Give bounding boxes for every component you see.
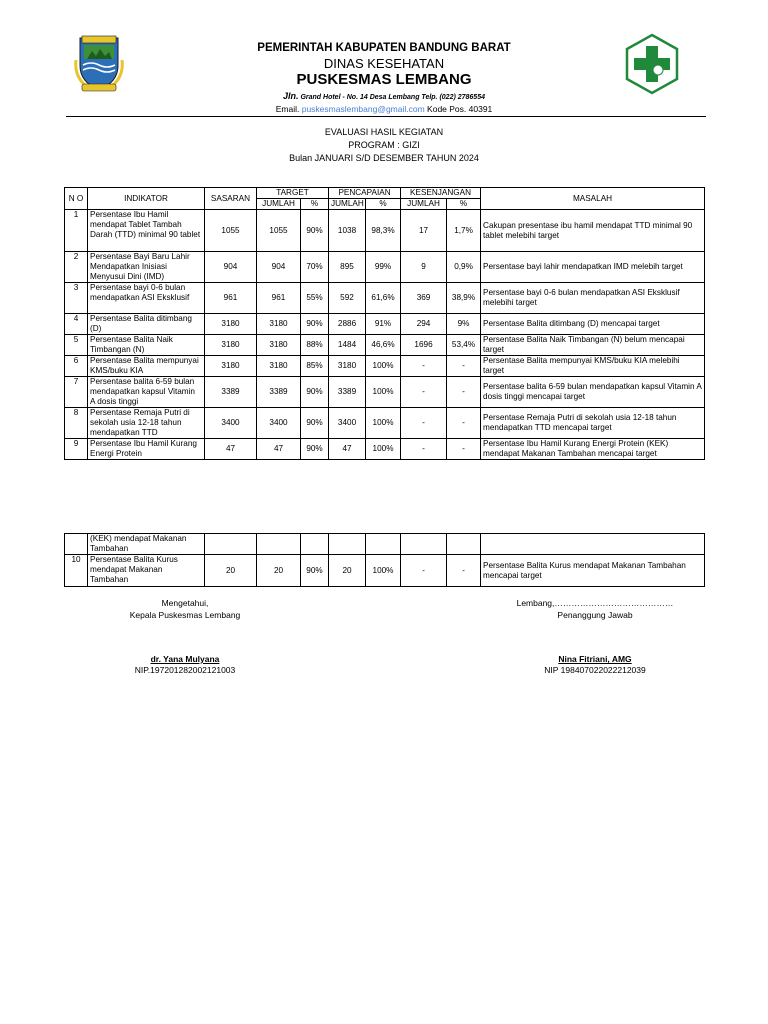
table-row bbox=[65, 555, 705, 587]
cell-t-jml: 20 bbox=[257, 555, 301, 587]
cell-no: 3 bbox=[65, 283, 88, 314]
cell-no: 8 bbox=[65, 408, 88, 439]
header-kesenjangan-jumlah: JUMLAH bbox=[401, 199, 447, 210]
cell-sasaran: 3389 bbox=[205, 377, 257, 408]
cell-sasaran: 3180 bbox=[205, 335, 257, 356]
signature-right bbox=[500, 598, 690, 675]
letterhead-agency: DINAS KESEHATAN bbox=[323, 56, 445, 71]
cell-no: 6 bbox=[65, 356, 88, 377]
cell-p-pct: 46,6% bbox=[366, 335, 401, 356]
cell-p-pct: 61,6% bbox=[366, 283, 401, 314]
cell-masalah: Persentase Balita Kurus mendapat Makanan Tambahan mencapai target bbox=[481, 555, 705, 587]
table-row bbox=[65, 534, 705, 555]
cell-p-jml: 20 bbox=[329, 555, 366, 587]
cell-t-jml: 1055 bbox=[257, 210, 301, 252]
cell-t-pct: 90% bbox=[301, 210, 329, 252]
cell-indikator: Persentase bayi 0-6 bulan mendapatkan ASI Eksklusif bbox=[88, 283, 205, 314]
cell-masalah: Persentase Remaja Putri di sekolah usia 12-18 tahun mendapatkan TTD mencapai target bbox=[481, 408, 705, 439]
cell-t-jml: 47 bbox=[257, 439, 301, 460]
signature-left bbox=[100, 598, 270, 675]
cell-k-jml: - bbox=[401, 555, 447, 587]
report-title: EVALUASI HASIL KEGIATAN bbox=[324, 127, 444, 137]
cell-t-jml: 3400 bbox=[257, 408, 301, 439]
cell-indikator: Persentase Balita ditimbang (D) bbox=[88, 314, 205, 335]
cell-k-pct: 1,7% bbox=[447, 210, 481, 252]
cell-k-jml: - bbox=[401, 408, 447, 439]
cell-no: 7 bbox=[65, 377, 88, 408]
cell-k-jml: 1696 bbox=[401, 335, 447, 356]
cell-sasaran: 961 bbox=[205, 283, 257, 314]
cell-masalah: Persentase bayi 0-6 bulan mendapatkan ASI Eksklusif melebihi target bbox=[481, 283, 705, 314]
cell-masalah: Cakupan presentase ibu hamil mendapat TTD minimal 90 tablet melebihi target bbox=[481, 210, 705, 252]
header-pencapaian-pct: % bbox=[366, 199, 401, 210]
table-row bbox=[65, 439, 705, 460]
report-program: PROGRAM : GIZI bbox=[348, 140, 420, 150]
letterhead-puskesmas: PUSKESMAS LEMBANG bbox=[296, 71, 472, 88]
header-target: TARGET bbox=[257, 188, 329, 199]
header-pencapaian: PENCAPAIAN bbox=[329, 188, 401, 199]
cell-t-pct: 90% bbox=[301, 314, 329, 335]
signature-right-nip: NIP 198407022022212039 bbox=[544, 665, 646, 675]
cell-masalah: Persentase bayi lahir mendapatkan IMD melebih target bbox=[481, 252, 705, 283]
header-kesenjangan-pct: % bbox=[447, 199, 481, 210]
cell-t-pct: 85% bbox=[301, 356, 329, 377]
cell-k-pct: - bbox=[447, 377, 481, 408]
email-link[interactable]: puskesmaslembang@gmail.com bbox=[301, 104, 425, 114]
signature-right-line1: Lembang,…………………………………… bbox=[516, 598, 674, 608]
cell-sasaran: 3400 bbox=[205, 408, 257, 439]
cell-t-jml: 961 bbox=[257, 283, 301, 314]
cell-indikator: Persentase Ibu Hamil Kurang Energi Protein bbox=[88, 439, 205, 460]
cell-p-jml: 47 bbox=[329, 439, 366, 460]
cell-t-pct: 90% bbox=[301, 377, 329, 408]
cell-k-pct: - bbox=[447, 408, 481, 439]
signature-right-title: Penanggung Jawab bbox=[557, 610, 633, 620]
cell-p-pct: 100% bbox=[366, 439, 401, 460]
cell-p-jml: 895 bbox=[329, 252, 366, 283]
cell-t-jml: 3389 bbox=[257, 377, 301, 408]
evaluation-table bbox=[64, 187, 705, 460]
cell-t-pct: 90% bbox=[301, 439, 329, 460]
cell-p-jml: 1484 bbox=[329, 335, 366, 356]
cell-no: 9 bbox=[65, 439, 88, 460]
cell-t-pct: 88% bbox=[301, 335, 329, 356]
cell-t-pct: 55% bbox=[301, 283, 329, 314]
table-row bbox=[65, 210, 705, 252]
cell-t-pct: 90% bbox=[301, 408, 329, 439]
cell-t-jml: 3180 bbox=[257, 356, 301, 377]
cell-p-pct: 91% bbox=[366, 314, 401, 335]
cell-no: 5 bbox=[65, 335, 88, 356]
cell-p-jml: 1038 bbox=[329, 210, 366, 252]
cell-p-jml: 3400 bbox=[329, 408, 366, 439]
cell-sasaran: 3180 bbox=[205, 314, 257, 335]
cell-sasaran: 3180 bbox=[205, 356, 257, 377]
table-row bbox=[65, 335, 705, 356]
letterhead-government: PEMERINTAH KABUPATEN BANDUNG BARAT bbox=[257, 42, 511, 54]
cell-k-jml: 369 bbox=[401, 283, 447, 314]
header-masalah: MASALAH bbox=[481, 188, 705, 210]
signature-right-name: Nina Fitriani, AMG bbox=[558, 654, 632, 664]
cell-no: 2 bbox=[65, 252, 88, 283]
table-row bbox=[65, 314, 705, 335]
report-period: Bulan JANUARI S/D DESEMBER TAHUN 2024 bbox=[289, 153, 479, 163]
cell-k-pct: - bbox=[447, 439, 481, 460]
cell-k-pct: 9% bbox=[447, 314, 481, 335]
header-indikator: INDIKATOR bbox=[88, 188, 205, 210]
signature-left-title: Kepala Puskesmas Lembang bbox=[129, 610, 241, 620]
letterhead-divider bbox=[66, 116, 706, 117]
cell-k-pct: 53,4% bbox=[447, 335, 481, 356]
header-sasaran: SASARAN bbox=[205, 188, 257, 210]
cell-indikator: Persentase Balita Naik Timbangan (N) bbox=[88, 335, 205, 356]
cell-sasaran: 904 bbox=[205, 252, 257, 283]
cell-p-jml: 3180 bbox=[329, 356, 366, 377]
cell-t-jml: 3180 bbox=[257, 335, 301, 356]
table-row bbox=[65, 377, 705, 408]
cell-t-jml: 904 bbox=[257, 252, 301, 283]
cell-masalah: Persentase balita 6-59 bulan mendapatkan kapsul Vitamin A dosis tinggi mencapai target bbox=[481, 377, 705, 408]
cell-sasaran: 47 bbox=[205, 439, 257, 460]
letterhead-contact: Email. puskesmaslembang@gmail.com Kode Pos. 40391 bbox=[275, 104, 493, 114]
table-row bbox=[65, 283, 705, 314]
cell-no: 4 bbox=[65, 314, 88, 335]
cell-sasaran: 1055 bbox=[205, 210, 257, 252]
cell-k-jml: - bbox=[401, 377, 447, 408]
cell-masalah: Persentase Balita ditimbang (D) mencapai target bbox=[481, 314, 705, 335]
cell-p-pct: 100% bbox=[366, 377, 401, 408]
table-row bbox=[65, 408, 705, 439]
cell-no: 1 bbox=[65, 210, 88, 252]
cell-indikator: Persentase Bayi Baru Lahir Mendapatkan Inisiasi Menyusui Dini (IMD) bbox=[88, 252, 205, 283]
table-row bbox=[65, 356, 705, 377]
cell-no: 10 bbox=[65, 555, 88, 587]
cell-k-jml: - bbox=[401, 439, 447, 460]
evaluation-table-continued bbox=[64, 533, 705, 587]
cell-masalah: Persentase Balita Naik Timbangan (N) belum mencapai target bbox=[481, 335, 705, 356]
letterhead-address: Jln. Grand Hotel - No. 14 Desa Lembang Telp. (022) 2786554 bbox=[283, 91, 485, 101]
cell-indikator: Persentase Remaja Putri di sekolah usia 12-18 tahun mendapatkan TTD bbox=[88, 408, 205, 439]
cell-indikator: Persentase balita 6-59 bulan mendapatkan kapsul Vitamin A dosis tinggi bbox=[88, 377, 205, 408]
cell-masalah: Persentase Balita mempunyai KMS/buku KIA melebihi target bbox=[481, 356, 705, 377]
cell-k-pct: 38,9% bbox=[447, 283, 481, 314]
cell-t-pct: 90% bbox=[301, 555, 329, 587]
cell-k-pct: - bbox=[447, 555, 481, 587]
cell-t-pct: 70% bbox=[301, 252, 329, 283]
cell-p-jml: 592 bbox=[329, 283, 366, 314]
cell-indikator: Persentase Balita Kurus mendapat Makanan Tambahan bbox=[88, 555, 205, 587]
header-target-pct: % bbox=[301, 199, 329, 210]
signature-left-line1: Mengetahui, bbox=[161, 598, 209, 608]
cell-sasaran: 20 bbox=[205, 555, 257, 587]
signature-left-name: dr. Yana Mulyana bbox=[150, 654, 220, 664]
cell-t-jml: 3180 bbox=[257, 314, 301, 335]
cell-k-jml: 17 bbox=[401, 210, 447, 252]
table-row bbox=[65, 252, 705, 283]
cell-p-pct: 99% bbox=[366, 252, 401, 283]
cell-p-pct: 100% bbox=[366, 408, 401, 439]
cell-indikator: Persentase Balita mempunyai KMS/buku KIA bbox=[88, 356, 205, 377]
signature-left-nip: NIP.197201282002121003 bbox=[134, 665, 236, 675]
cell-p-pct: 100% bbox=[366, 356, 401, 377]
header-pencapaian-jumlah: JUMLAH bbox=[329, 199, 366, 210]
cell-p-jml: 2886 bbox=[329, 314, 366, 335]
header-no: N O bbox=[65, 188, 88, 210]
cell-masalah: Persentase Ibu Hamil Kurang Energi Protein (KEK) mendapat Makanan Tambahan mencapai target bbox=[481, 439, 705, 460]
cell-k-jml: - bbox=[401, 356, 447, 377]
continued-indikator: (KEK) mendapat Makanan Tambahan bbox=[88, 534, 205, 555]
cell-k-jml: 294 bbox=[401, 314, 447, 335]
cell-k-jml: 9 bbox=[401, 252, 447, 283]
cell-k-pct: - bbox=[447, 356, 481, 377]
cell-p-jml: 3389 bbox=[329, 377, 366, 408]
cell-p-pct: 98,3% bbox=[366, 210, 401, 252]
header-target-jumlah: JUMLAH bbox=[257, 199, 301, 210]
cell-p-pct: 100% bbox=[366, 555, 401, 587]
cell-indikator: Persentase Ibu Hamil mendapat Tablet Tambah Darah (TTD) minimal 90 tablet bbox=[88, 210, 205, 252]
header-kesenjangan: KESENJANGAN bbox=[401, 188, 481, 199]
cell-k-pct: 0,9% bbox=[447, 252, 481, 283]
